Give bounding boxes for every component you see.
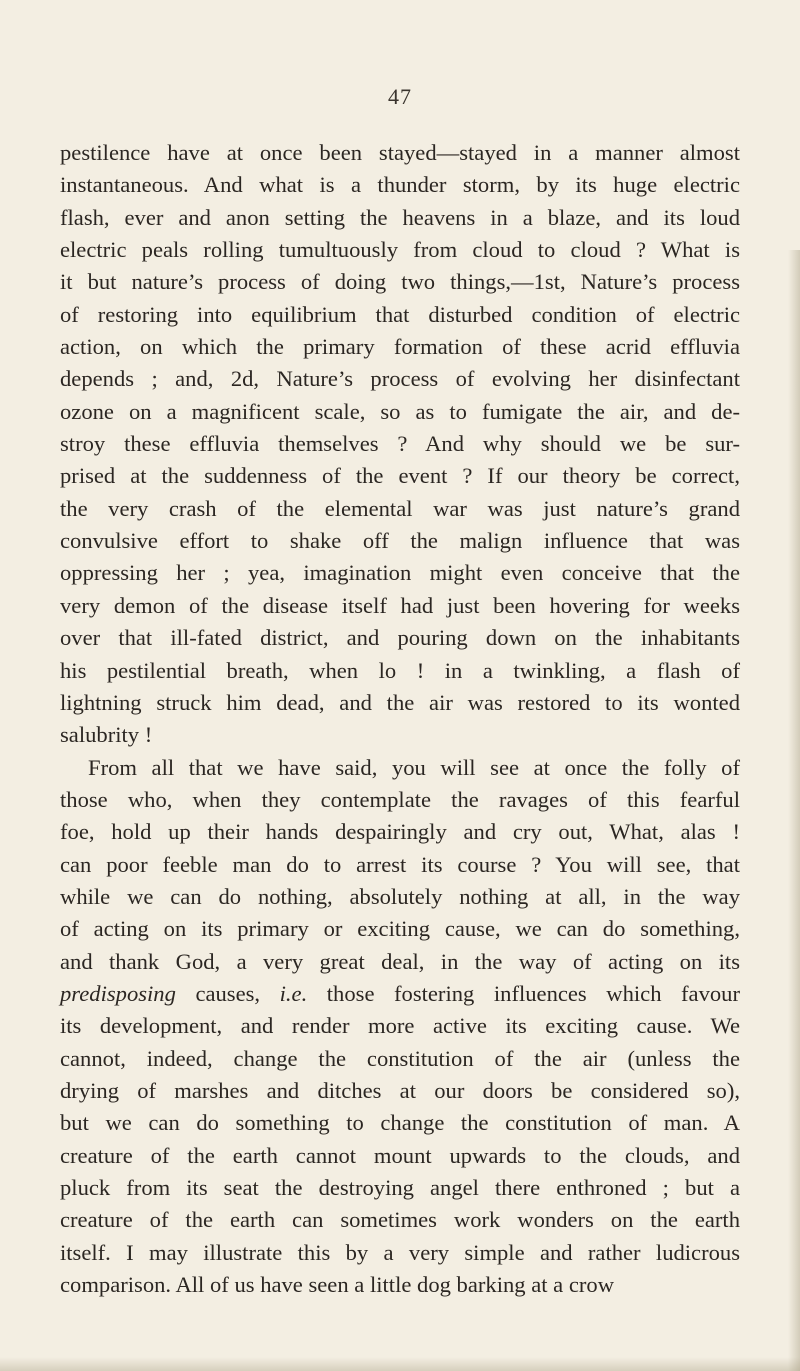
text-line: over that ill-fated district, and pouring down on the inhabitants xyxy=(60,625,740,651)
body-text xyxy=(60,137,740,1301)
text-line: stroy these effluvia themselves ? And why should we be sur- xyxy=(60,431,740,457)
text-line: its development, and render more active its exciting cause. We xyxy=(60,1013,740,1039)
text-line: convulsive effort to shake off the malign influence that was xyxy=(60,528,740,554)
text-line: electric peals rolling tumultuously from cloud to cloud ? What is xyxy=(60,237,740,263)
text-line: can poor feeble man do to arrest its course ? You will see, that xyxy=(60,851,740,877)
text-line: pluck from its seat the destroying angel there enthroned ; but a xyxy=(60,1175,740,1200)
text-line: instantaneous. And what is a thunder storm, by its huge electric xyxy=(60,172,740,198)
text-line: drying of marshes and ditches at our doors be considered so), xyxy=(60,1077,740,1103)
text-line: while we can do nothing, absolutely nothing at all, in the way xyxy=(60,883,740,909)
text-fragment xyxy=(195,981,740,1006)
italic-abbrev: i.e. xyxy=(279,980,308,1006)
page-bottom-shadow xyxy=(0,1357,800,1371)
text-line: his pestilential breath, when lo ! in a twinkling, a flash of xyxy=(60,657,740,683)
text-line: creature of the earth cannot mount upwards to the clouds, and xyxy=(60,1142,740,1168)
text-line: salubrity ! xyxy=(60,722,153,748)
text-line: ozone on a magnificent scale, so as to fumigate the air, and de- xyxy=(60,398,740,424)
text-line: of restoring into equilibrium that disturbed condition of electric xyxy=(60,301,740,327)
text-line: oppressing her ; yea, imagination might even conceive that the xyxy=(60,560,740,586)
text-fragment-b: those fostering influences which favour xyxy=(307,980,740,1006)
text-line: itself. I may illustrate this by a very simple and rather ludicrous xyxy=(60,1239,740,1265)
text-line: the very crash of the elemental war was just nature’s grand xyxy=(60,495,740,521)
text-line: creature of the earth can sometimes work wonders on the earth xyxy=(60,1207,740,1233)
text-line: pestilence have at once been stayed—stayed in a manner almost xyxy=(60,140,740,165)
text-line: cannot, indeed, change the constitution of the air (unless the xyxy=(60,1045,740,1071)
italic-word: predisposing xyxy=(60,980,176,1006)
text-line: prised at the suddenness of the event ? If our theory be correct, xyxy=(60,463,740,489)
text-fragment-a: causes, xyxy=(195,980,280,1006)
text-line: action, on which the primary formation of these acrid effluvia xyxy=(60,334,740,360)
text-line: very demon of the disease itself had just been hovering for weeks xyxy=(60,592,740,618)
text-line: lightning struck him dead, and the air was restored to its wonted xyxy=(60,689,740,715)
text-line: but we can do something to change the constitution of man. A xyxy=(60,1110,740,1136)
text-line: comparison. All of us have seen a little dog barking at a crow xyxy=(60,1272,615,1298)
text-line: and thank God, a very great deal, in the way of acting on its xyxy=(60,948,740,974)
text-line-with-italics xyxy=(60,978,740,1010)
paragraph-start-line: From all that we have said, you will see at once the folly of xyxy=(88,754,740,780)
text-line: of acting on its primary or exciting cause, we can do something, xyxy=(60,916,740,942)
text-line: foe, hold up their hands despairingly and cry out, What, alas ! xyxy=(60,819,740,845)
text-line: depends ; and, 2d, Nature’s process of evolving her disinfectant xyxy=(60,366,740,392)
page-number: 47 xyxy=(388,84,412,109)
text-line: those who, when they contemplate the ravages of this fearful xyxy=(60,786,740,812)
page-edge-shadow xyxy=(788,250,800,1371)
text-line: flash, ever and anon setting the heavens in a blaze, and its loud xyxy=(60,204,740,230)
text-line: it but nature’s process of doing two things,—1st, Nature’s process xyxy=(60,269,740,295)
